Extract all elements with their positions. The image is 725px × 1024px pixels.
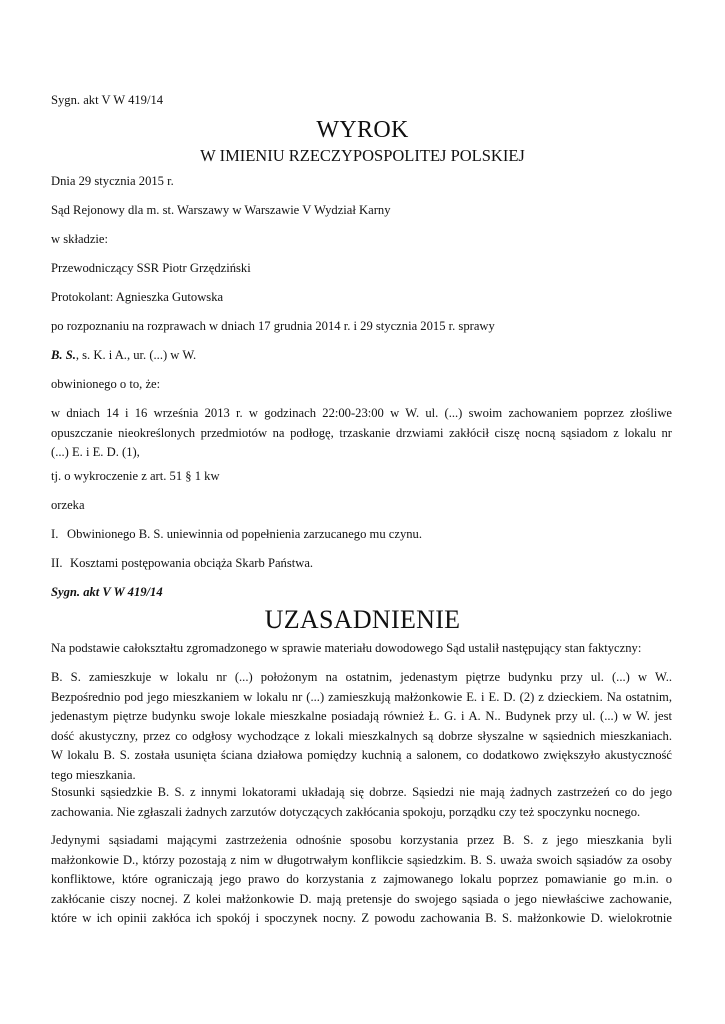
rules-label: orzeka xyxy=(51,498,85,512)
justification-paragraph-1 xyxy=(51,668,672,785)
justification-signature: Sygn. akt V W 419/14 xyxy=(51,585,163,599)
paragraph-line: zakłócanie ciszy nocnej. Z kolei małżonkowie D. mają pretensje do swojego sąsiada o jego niewłaściwe zachowanie, xyxy=(51,891,672,906)
paragraph-line: zachowania. Nie zgłaszali żadnych zarzutów dotyczących zakłócania spokoju, porządku czy też spoczynku nocnego. xyxy=(51,804,641,819)
paragraph-line: W lokalu B. S. została usunięta ściana działowa pomiędzy kuchnią a salonem, co dodatkowo zwiększyło akustyczność xyxy=(51,748,672,762)
paragraph-line: które w ich opinii zakłóca ich spokój i spoczynek nocny. Z powodu zachowania B. S. małżonkowie D. wielokrotnie xyxy=(51,911,672,925)
justification-paragraph-2 xyxy=(51,783,672,822)
charged-label: obwinionego o to, że: xyxy=(51,377,161,391)
paragraph-line: konfliktowe, które ograniczają jego prawo do korzystania z zajmowanego lokalu poprzez pomawianie go m.in. o xyxy=(51,872,672,886)
composition-label: w składzie: xyxy=(51,232,109,246)
charge-line: opuszczanie nieokreślonych przedmiotów na podłogę, trzaskanie drzwiami zakłócił ciszę nocną sąsiadom z lokalu nr xyxy=(51,425,672,440)
judgment-date: Dnia 29 stycznia 2015 r. xyxy=(51,174,174,188)
offense-basis: tj. o wykroczenie z art. 51 § 1 kw xyxy=(51,469,220,483)
paragraph-line: Jedynymi sąsiadami mającymi zastrzeżenia odnośnie sposobu korzystania przez B. S. z jego mieszkania byli xyxy=(51,833,672,847)
paragraph-line: B. S. zamieszkuje w lokalu nr (...) położonym na ostatnim, jedenastym piętrze budynku przy ul. (...) w W.. xyxy=(51,670,672,684)
paragraph-line: dość akustyczny, przez co odgłosy wychodzące z lokali mieszkalnych są dobrze słyszalne w sąsiednich mieszkaniach. xyxy=(51,728,672,743)
court-clerk: Protokolant: Agnieszka Gutowska xyxy=(51,290,224,304)
paragraph-line: Stosunki sąsiedzkie B. S. z innymi lokatorami układają się dobrze. Sąsiedzi nie mają żadnych zastrzeżeń co do jego xyxy=(51,785,672,799)
charge-line: (...) E. i E. D. (1), xyxy=(51,445,140,459)
judgment-title: WYROK xyxy=(316,117,409,143)
ruling-item xyxy=(51,525,422,544)
defendant-line xyxy=(51,346,196,365)
ruling-item xyxy=(51,554,313,573)
case-signature: Sygn. akt V W 419/14 xyxy=(51,93,164,107)
justification-paragraph-3 xyxy=(51,831,672,929)
judgment-subtitle: W IMIENIU RZECZYPOSPOLITEJ POLSKIEJ xyxy=(200,146,525,165)
ruling-text: Kosztami postępowania obciąża Skarb Państwa. xyxy=(70,556,314,570)
paragraph-line: małżonkowie D., którzy pozostają z nim w długotrwałym konflikcie sąsiedzkim. B. S. uważa swoich sąsiadów za osoby xyxy=(51,852,672,867)
ruling-text: Obwinionego B. S. uniewinnia od popełnienia zarzucanego mu czynu. xyxy=(67,527,422,541)
presiding-judge: Przewodniczący SSR Piotr Grzędziński xyxy=(51,261,251,275)
court-name: Sąd Rejonowy dla m. st. Warszawy w Warszawie V Wydział Karny xyxy=(51,203,391,217)
defendant-details: , s. K. i A., ur. (...) w W. xyxy=(75,348,197,362)
justification-title: UZASADNIENIE xyxy=(264,605,461,634)
charge-description xyxy=(51,404,672,463)
charge-line: w dniach 14 i 16 września 2013 r. w godzinach 22:00-23:00 w W. ul. (...) swoim zachowaniem poprzez złośliwe xyxy=(51,406,672,420)
paragraph-line: tego mieszkania. xyxy=(51,767,136,782)
ruling-number: II. xyxy=(51,556,63,570)
defendant-name: B. S. xyxy=(51,348,76,362)
paragraph-line: jedenastym piętrze budynku swoje lokale mieszkalne posiadają również Ł. G. i A. N.. Budynek przy ul. (...) w W. jest xyxy=(51,709,672,723)
ruling-number: I. xyxy=(51,527,59,541)
hearing-info: po rozpoznaniu na rozprawach w dniach 17 grudnia 2014 r. i 29 stycznia 2015 r. sprawy xyxy=(51,319,495,333)
justification-intro: Na podstawie całokształtu zgromadzonego w sprawie materiału dowodowego Sąd ustalił następujący stan faktyczny: xyxy=(51,641,642,655)
paragraph-line: Bezpośrednio pod jego mieszkaniem w lokalu nr (...) zamieszkują małżonkowie E. i E. D. (2) z dzieckiem. Na ostatnim, xyxy=(51,689,672,704)
